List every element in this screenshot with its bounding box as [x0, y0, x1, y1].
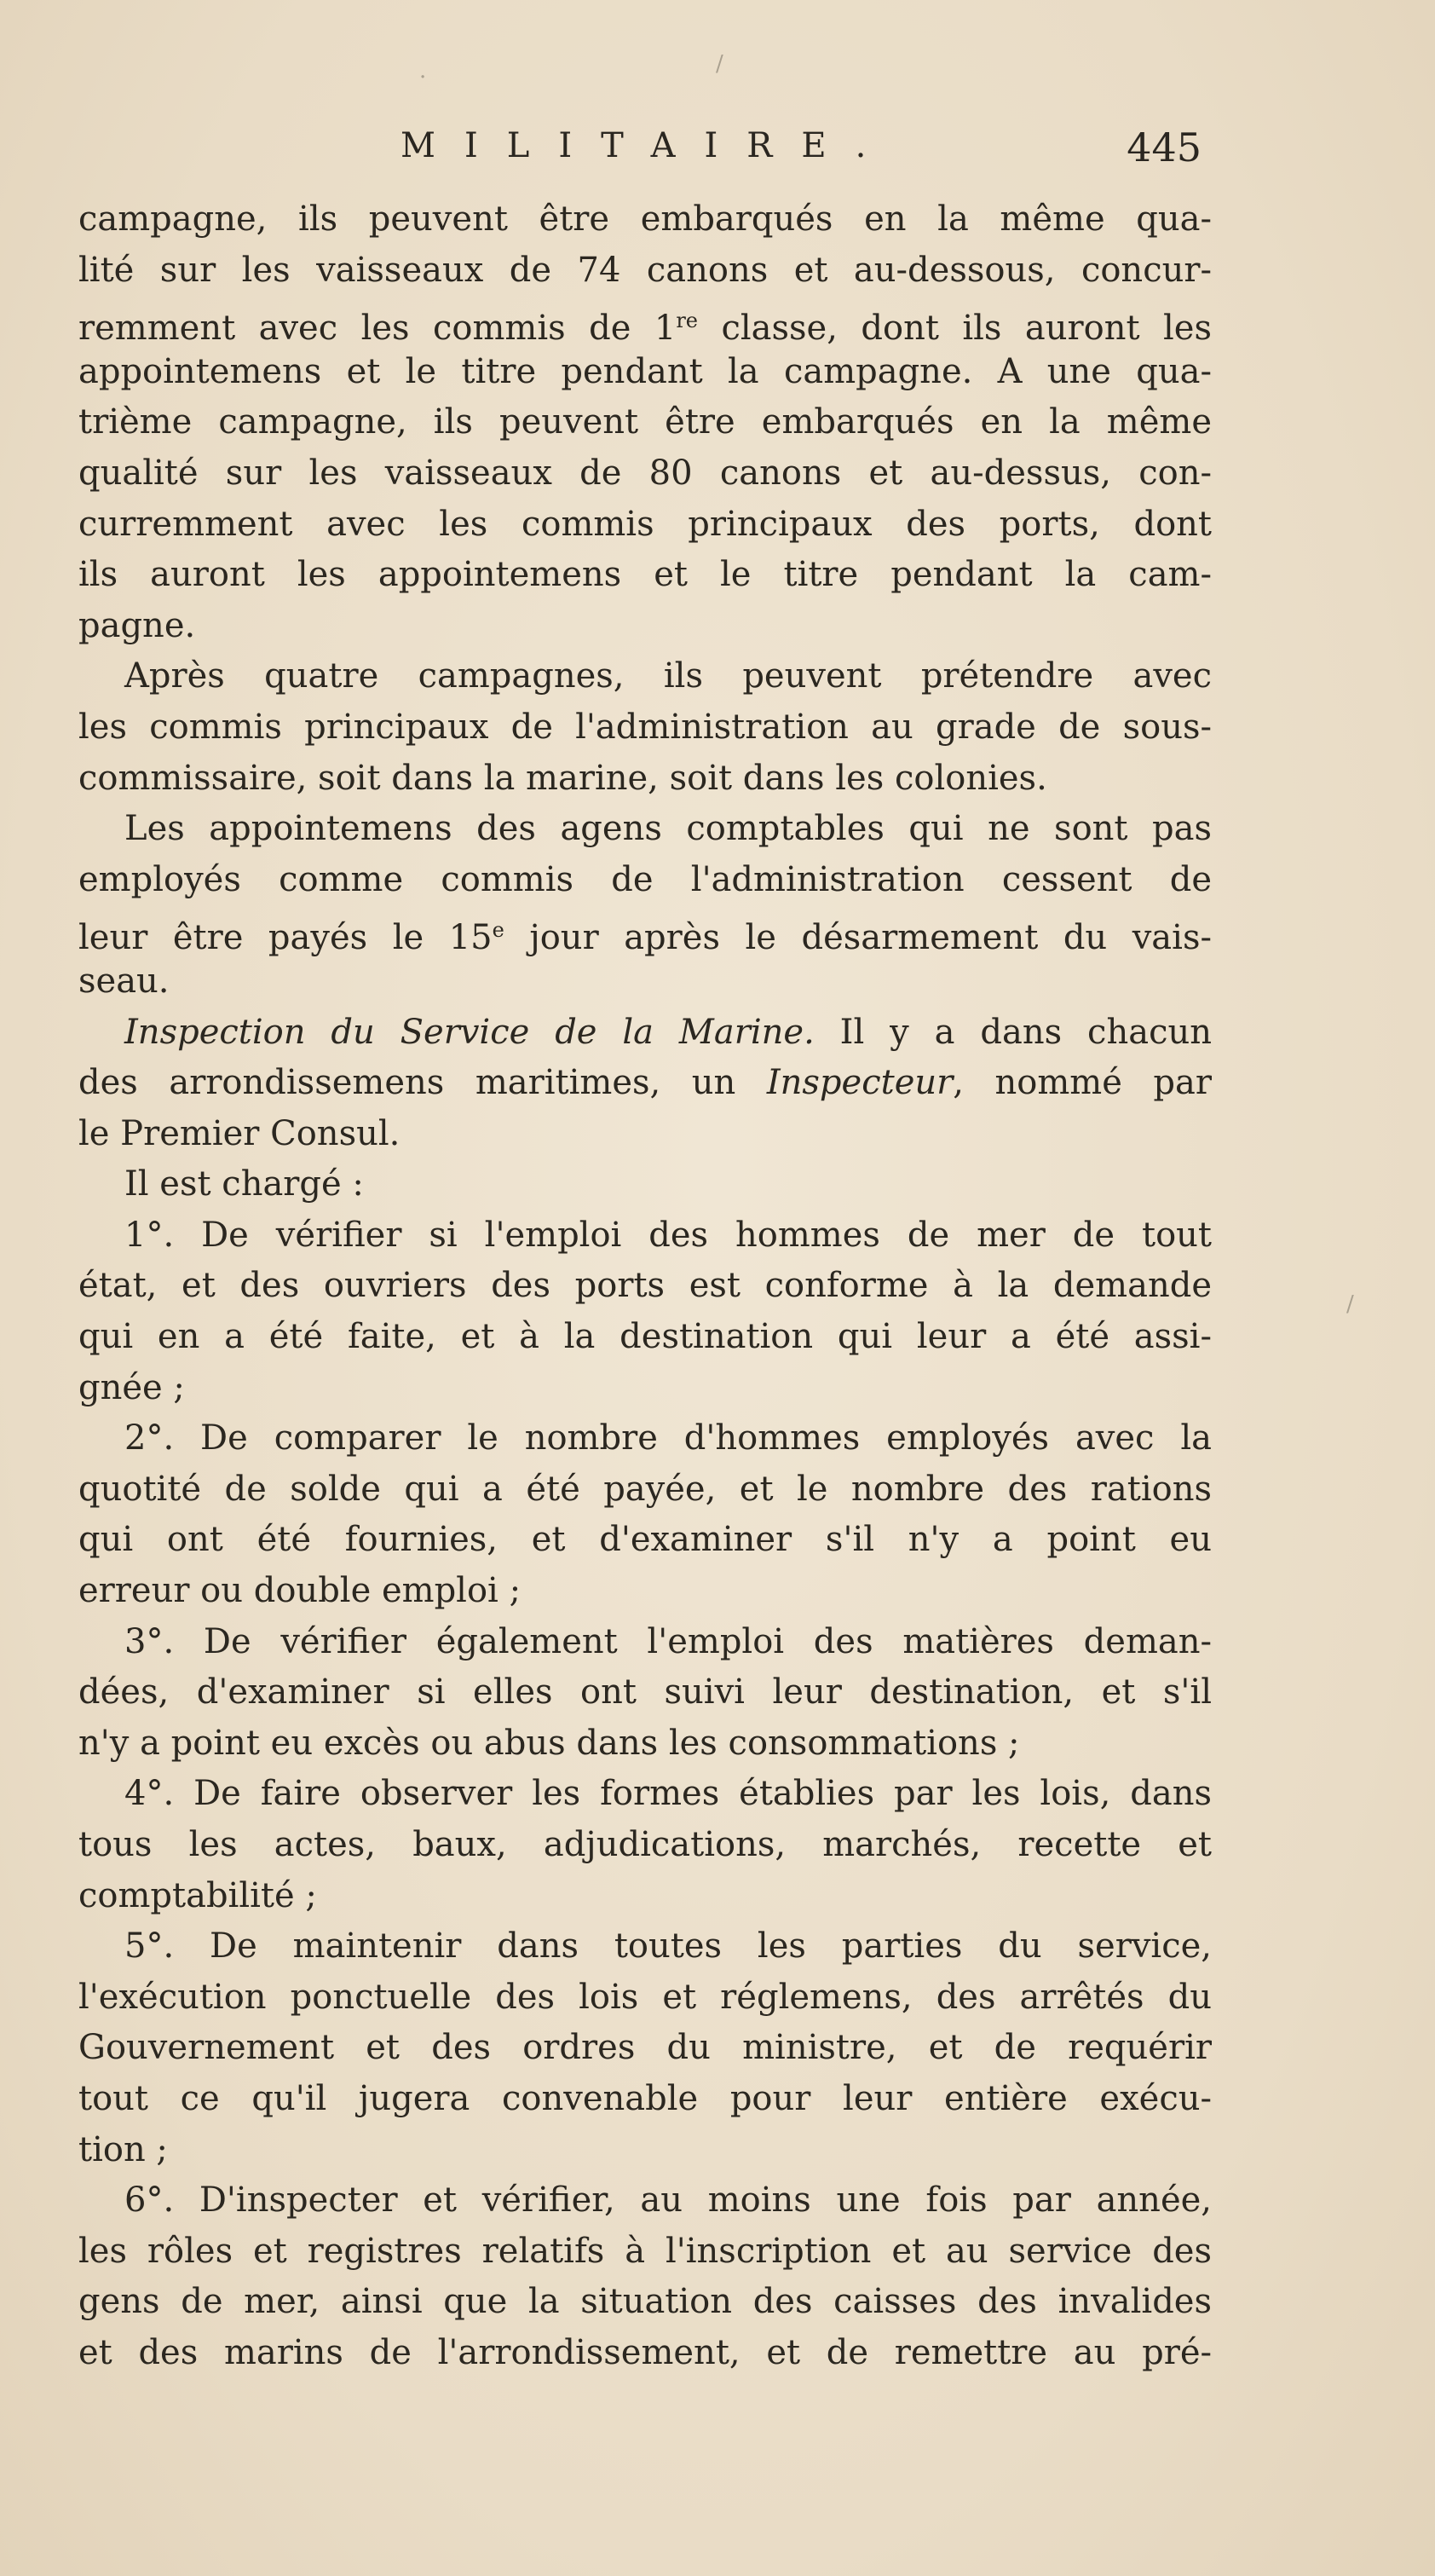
text-line: le Premier Consul.: [78, 1113, 401, 1153]
text-line: n'y a point eu excès ou abus dans les consommations ;: [78, 1723, 1020, 1763]
text-line: quotité de solde qui a été payée, et le nombre des rations: [78, 1469, 1212, 1509]
text-line: remment avec les commis de 1re classe, dont ils auront les: [78, 309, 1213, 349]
text-line: des arrondissemens maritimes, un Inspecteur, nommé par: [78, 1063, 1212, 1103]
page-header: [77, 126, 1202, 186]
superscript: re: [676, 309, 698, 333]
text-line: lité sur les vaisseaux de 74 canons et au-dessous, concur-: [78, 250, 1212, 290]
paper-speck: ·: [419, 65, 427, 90]
page-number: 445: [1127, 124, 1202, 170]
paper-speck: /: [1346, 1291, 1354, 1317]
text-line: Les appointemens des agens comptables qui ne sont pas: [124, 809, 1212, 849]
text-line: Gouvernement et des ordres du ministre, et de requérir: [78, 2028, 1212, 2068]
italic-text: Inspecteur: [766, 1063, 954, 1103]
text-line: 4°. De faire observer les formes établies par les lois, dans: [124, 1774, 1212, 1814]
text-line: gens de mer, ainsi que la situation des caisses des invalides: [78, 2282, 1212, 2322]
text-line: Après quatre campagnes, ils peuvent prétendre avec: [124, 656, 1212, 696]
text-line: leur être payés le 15e jour après le désarmement du vais-: [78, 918, 1212, 958]
text-line: seau.: [78, 961, 170, 1001]
text-line: dées, d'examiner si elles ont suivi leur destination, et s'il: [78, 1672, 1212, 1713]
text-line: comptabilité ;: [78, 1875, 317, 1915]
text-line: gnée ;: [78, 1367, 185, 1407]
text-line: trième campagne, ils peuvent être embarqués en la même: [78, 402, 1212, 442]
text-line: les rôles et registres relatifs à l'inscription et au service des: [78, 2231, 1212, 2271]
text-line: qualité sur les vaisseaux de 80 canons et au-dessus, con-: [78, 453, 1212, 493]
text-line: 6°. D'inspecter et vérifier, au moins une fois par année,: [124, 2180, 1212, 2221]
text-line: ils auront les appointemens et le titre pendant la cam-: [78, 555, 1212, 595]
text-line: les commis principaux de l'administration au grade de sous-: [78, 707, 1212, 747]
text-line: état, et des ouvriers des ports est conforme à la demande: [78, 1266, 1212, 1306]
running-title: MILITAIRE.: [401, 126, 896, 165]
text-line: qui en a été faite, et à la destination qui leur a été assi-: [78, 1317, 1212, 1357]
superscript: e: [492, 918, 504, 943]
text-line: 5°. De maintenir dans toutes les parties du service,: [124, 1926, 1212, 1967]
text-line: 2°. De comparer le nombre d'hommes employés avec la: [124, 1418, 1212, 1458]
text-line: et des marins de l'arrondissement, et de remettre au pré-: [78, 2332, 1212, 2372]
text-line: tous les actes, baux, adjudications, marchés, recette et: [78, 1825, 1212, 1864]
text-line: tion ;: [78, 2129, 168, 2169]
italic-text: Inspection du Service de la Marine.: [124, 1012, 815, 1052]
text-line: l'exécution ponctuelle des lois et réglemens, des arrêtés du: [78, 1977, 1212, 2017]
section-heading-line: Inspection du Service de la Marine. Il y a dans chacun: [124, 1012, 1212, 1052]
text-line: tout ce qu'il jugera convenable pour leur entière exécu-: [78, 2078, 1212, 2118]
text-line: commissaire, soit dans la marine, soit dans les colonies.: [78, 758, 1047, 798]
text-line: 3°. De vérifier également l'emploi des matières deman-: [124, 1621, 1212, 1661]
text-line: employés comme commis de l'administration cessent de: [78, 859, 1212, 899]
body-text: [78, 194, 1212, 2379]
text-line: 1°. De vérifier si l'emploi des hommes de mer de tout: [124, 1215, 1212, 1255]
text-line: qui ont été fournies, et d'examiner s'il n'y a point eu: [78, 1520, 1212, 1560]
text-line: erreur ou double emploi ;: [78, 1571, 522, 1611]
text-line: appointemens et le titre pendant la campagne. A une qua-: [78, 351, 1212, 391]
text-line: campagne, ils peuvent être embarqués en la même qua-: [78, 199, 1212, 239]
text-line: Il est chargé :: [124, 1164, 364, 1204]
text-line: pagne.: [78, 605, 196, 645]
text-line: curremment avec les commis principaux des ports, dont: [78, 504, 1212, 544]
paper-speck: /: [716, 51, 723, 77]
